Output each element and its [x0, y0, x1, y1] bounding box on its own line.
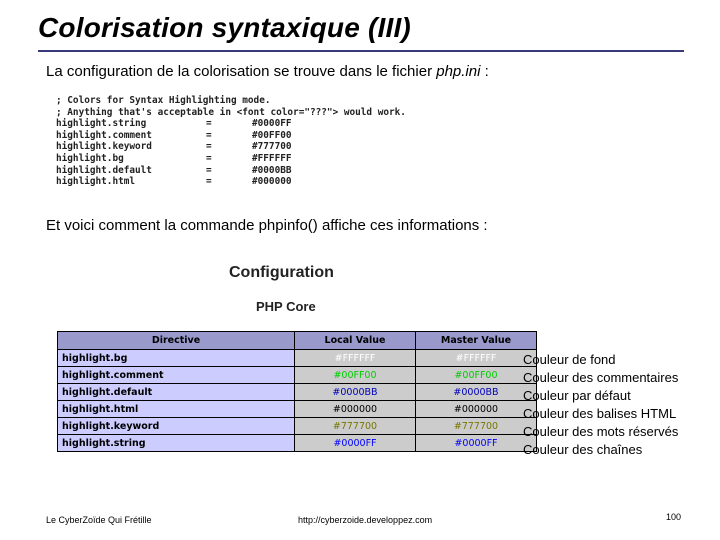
directive-cell: highlight.string — [58, 435, 295, 452]
code-value: #0000BB — [252, 164, 292, 176]
code-equals: = — [206, 164, 212, 176]
phpinfo-intro: Et voici comment la commande phpinfo() affiche ces informations : — [46, 217, 488, 234]
phpinfo-table — [57, 331, 537, 452]
page-number: 100 — [666, 512, 682, 522]
table-header-row — [58, 332, 537, 350]
code-equals: = — [206, 141, 212, 153]
description-line: Couleur des chaînes — [523, 442, 643, 457]
directive-cell: highlight.comment — [58, 367, 295, 384]
footer-author: Le CyberZoïde Qui Frétille — [46, 515, 152, 525]
master-value-cell: #FFFFFF — [416, 350, 537, 367]
php-core-heading: PHP Core — [256, 299, 316, 314]
php-ini-code-block — [56, 95, 406, 188]
color-descriptions — [523, 351, 678, 459]
code-equals: = — [206, 129, 212, 141]
table-row — [58, 384, 537, 401]
code-entry-line — [56, 118, 406, 130]
local-value-cell: #00FF00 — [295, 367, 416, 384]
table-row — [58, 401, 537, 418]
configuration-heading: Configuration — [229, 264, 334, 281]
code-entry-line — [56, 130, 406, 142]
local-value-cell: #FFFFFF — [295, 350, 416, 367]
local-value-cell: #0000FF — [295, 435, 416, 452]
description-line: Couleur des mots réservés — [523, 424, 679, 439]
code-value: #00FF00 — [252, 129, 292, 141]
local-value-cell: #777700 — [295, 418, 416, 435]
slide-title: Colorisation syntaxique (III) — [38, 12, 411, 43]
code-comment-line: ; Anything that's acceptable in <font color="???"> would work. — [56, 106, 406, 118]
intro-filename: php.ini — [436, 63, 481, 80]
header-directive: Directive — [58, 332, 295, 350]
description-line: Couleur des commentaires — [523, 370, 679, 385]
code-entry-line — [56, 153, 406, 165]
code-key: highlight.bg — [56, 152, 124, 164]
directive-cell: highlight.default — [58, 384, 295, 401]
description-line: Couleur de fond — [523, 352, 616, 367]
code-key: highlight.default — [56, 164, 152, 176]
local-value-cell: #0000BB — [295, 384, 416, 401]
description-line: Couleur par défaut — [523, 388, 631, 403]
table-row — [58, 350, 537, 367]
code-value: #FFFFFF — [252, 152, 292, 164]
intro-paragraph — [46, 63, 489, 80]
code-entry-line — [56, 141, 406, 153]
header-master-value: Master Value — [416, 332, 537, 350]
title-divider — [38, 50, 684, 52]
code-key: highlight.html — [56, 176, 136, 188]
code-value: #000000 — [252, 176, 292, 188]
code-value: #0000FF — [252, 118, 292, 130]
master-value-cell: #000000 — [416, 401, 537, 418]
master-value-cell: #0000FF — [416, 435, 537, 452]
directive-cell: highlight.html — [58, 401, 295, 418]
directive-cell: highlight.bg — [58, 350, 295, 367]
code-comment-line: ; Colors for Syntax Highlighting mode. — [56, 95, 271, 106]
local-value-cell: #000000 — [295, 401, 416, 418]
master-value-cell: #777700 — [416, 418, 537, 435]
table-row — [58, 367, 537, 384]
code-entry-line — [56, 176, 406, 188]
master-value-cell: #00FF00 — [416, 367, 537, 384]
directive-cell: highlight.keyword — [58, 418, 295, 435]
code-equals: = — [206, 152, 212, 164]
code-equals: = — [206, 118, 212, 130]
code-equals: = — [206, 176, 212, 188]
code-value: #777700 — [252, 141, 292, 153]
code-key: highlight.keyword — [56, 141, 152, 153]
master-value-cell: #0000BB — [416, 384, 537, 401]
code-key: highlight.string — [56, 118, 147, 130]
table-row — [58, 418, 537, 435]
code-key: highlight.comment — [56, 129, 152, 141]
description-line: Couleur des balises HTML — [523, 406, 677, 421]
intro-text: La configuration de la colorisation se trouve dans le fichier — [46, 63, 437, 80]
intro-end: : — [480, 63, 489, 80]
table-row — [58, 435, 537, 452]
footer-url[interactable]: http://cyberzoide.developpez.com — [298, 515, 433, 525]
header-local-value: Local Value — [295, 332, 416, 350]
code-entry-line — [56, 165, 406, 177]
